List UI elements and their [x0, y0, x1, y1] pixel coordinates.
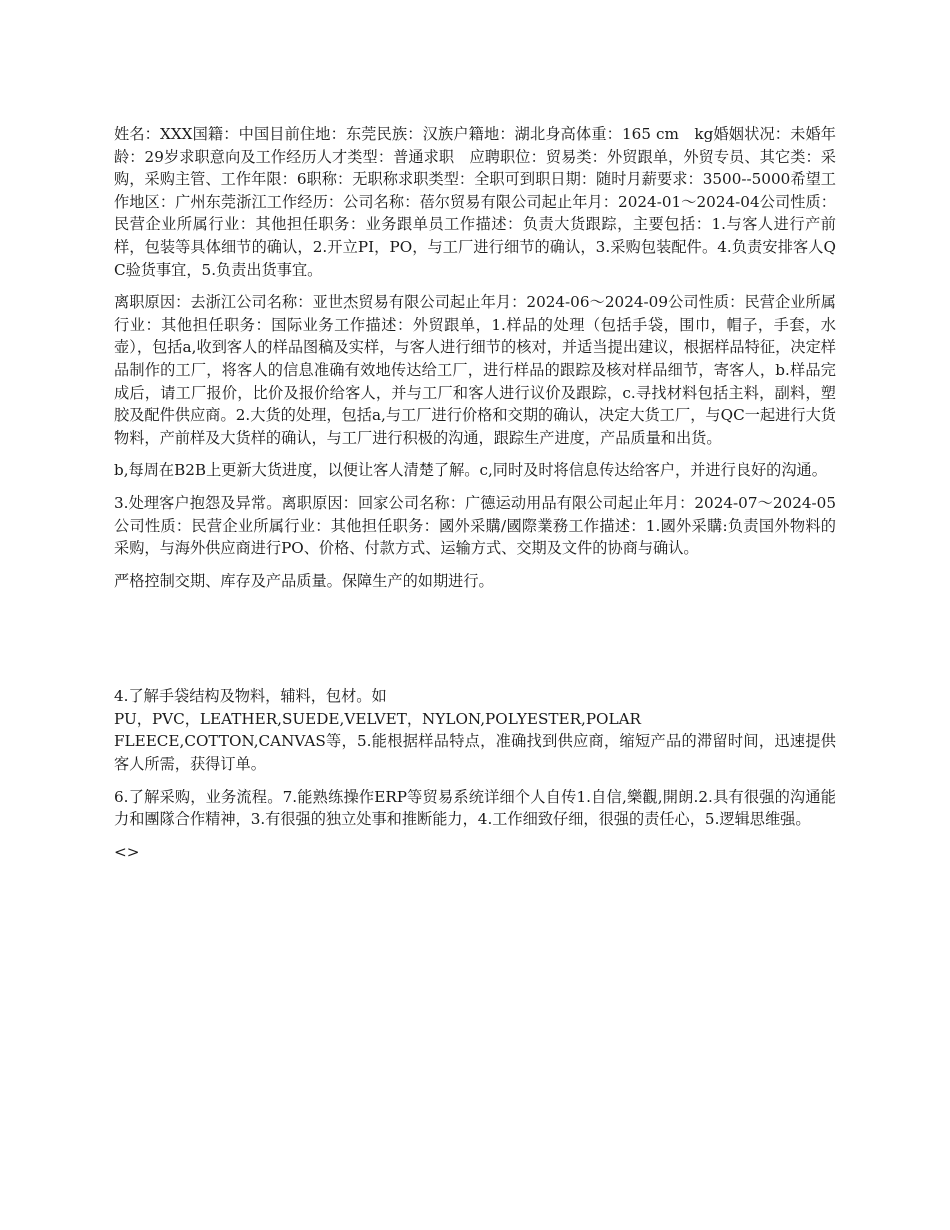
- materials-line-2: PU，PVC，LEATHER,SUEDE,VELVET，NYLON,POLYESTER,POLAR: [114, 709, 641, 728]
- self-introduction-paragraph: 6.了解采购，业务流程。7.能熟练操作ERP等贸易系统详细个人自传1.自信,樂觀,開朗.2.具有很强的沟通能力和團隊合作精神，3.有很强的独立处事和推断能力，4.工作细致仔细，很强的责任心，5.逻辑思维强。: [114, 787, 836, 829]
- third-job-description: 3.处理客户抱怨及异常。离职原因：回家公司名称：广德运动用品有限公司起止年月：2024-07～2024-05公司性质：民营企业所属行业：其他担任职务：國外采購/國際業務工作描述：1.國外采購:负责国外物料的采购，与海外供应商进行PO、价格、付款方式、运输方式、交期及文件的协商与确认。: [114, 493, 836, 558]
- materials-line-3: FLEECE,COTTON,CANVAS等，5.能根据样品特点，准确找到供应商，缩短产品的滞留时间，迅速提供客人所需，获得订单。: [114, 732, 836, 774]
- trailing-marker: <>: [114, 842, 140, 861]
- personal-info-and-first-job: 姓名：XXX国籍：中国目前住地：东莞民族：汉族户籍地：湖北身高体重：165 cm kg婚姻状况：未婚年龄：29岁求职意向及工作经历人才类型：普通求职 应聘职位：贸易类：外贸跟单，外贸专员、其它类：采购，采购主管、工作年限：6职称：无职称求职类型：全职可到职日期：随时月薪要求：3500--5000希望工作地区：广州东莞浙江工作经历：公司名称：蓓尔贸易有限公司起止年月：2024-01～2024-04公司性质：民营企业所属行业：其他担任职务：业务跟单员工作描述：负责大货跟踪，主要包括：1.与客人进行产前样，包装等具体细节的确认，2.开立PI，PO，与工厂进行细节的确认，3.采购包装配件。4.负责安排客人QC验货事宜，5.负责出货事宜。: [114, 125, 836, 279]
- second-job-description: 离职原因：去浙江公司名称：亚世杰贸易有限公司起止年月：2024-06～2024-09公司性质：民营企业所属行业：其他担任职务：国际业务工作描述：外贸跟单，1.样品的处理（包括手袋，围巾，帽子，手套，水壶），包括a,收到客人的样品图稿及实样，与客人进行细节的核对，并适当提出建议，根据样品特征，决定样品制作的工厂，将客人的信息准确有效地传达给工厂，进行样品的跟踪及核对样品细节，寄客人，b.样品完成后，请工厂报价，比价及报价给客人，并与工厂和客人进行议价及跟踪，c.寻找材料包括主料，副料，塑胶及配件供应商。2.大货的处理，包括a,与工厂进行价格和交期的确认，决定大货工厂，与QC一起进行大货物料，产前样及大货样的确认，与工厂进行积极的沟通，跟踪生产进度，产品质量和出货。: [114, 293, 836, 447]
- materials-knowledge-paragraph: [114, 685, 836, 775]
- b2b-progress-paragraph: b,每周在B2B上更新大货进度，以便让客人清楚了解。c,同时及时将信息传达给客户，并进行良好的沟通。: [114, 461, 827, 480]
- resume-document: [114, 123, 836, 873]
- materials-line-1: 4.了解手袋结构及物料，辅料，包材。如: [114, 687, 387, 706]
- blank-gap: [114, 602, 836, 685]
- delivery-control-paragraph: 严格控制交期、库存及产品质量。保障生产的如期进行。: [114, 571, 494, 590]
